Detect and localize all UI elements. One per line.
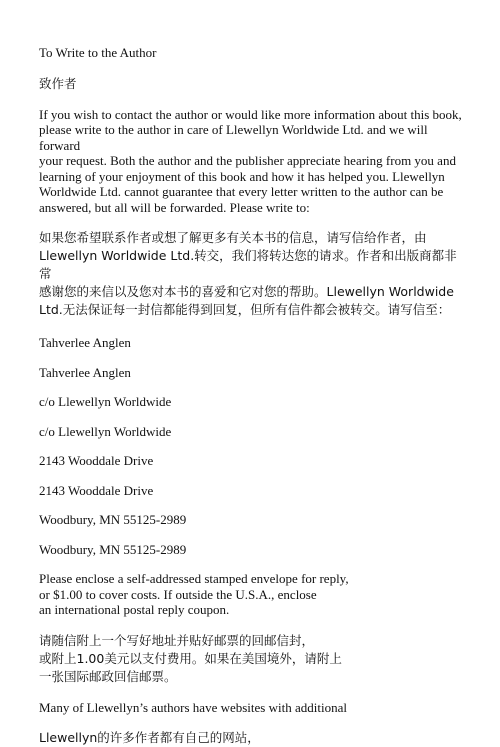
address-city-zh: Woodbury, MN 55125-2989 [39,541,187,557]
document-page [39,45,464,747]
address-name-zh: Tahverlee Anglen [39,364,131,380]
address-care-of-en: c/o Llewellyn Worldwide [39,394,172,409]
address-street-en: 2143 Wooddale Drive [39,453,154,468]
address-name-en: Tahverlee Anglen [39,335,131,350]
intro-paragraph-zh: 如果您希望联系作者或想了解更多有关本书的信息，请写信给作者，由 Llewellyn Worldwide Ltd.转交，我们将转达您的请求。作者和出版商都非常 感谢您的来信以及您对本书的喜爱和它对您的帮助。Llewellyn Worldwide Ltd.无法保证每一封信都能得到回复，但所有信件都会被转交。请写信至： [39,230,457,317]
enclose-paragraph-en: Please enclose a self-addressed stamped envelope for reply, or $1.00 to cover costs. If outside the U.S.A., enclose an international postal reply coupon. [39,571,349,617]
websites-paragraph-en: Many of Llewellyn’s authors have websites with additional [39,699,347,715]
address-city-en: Woodbury, MN 55125-2989 [39,512,187,527]
intro-paragraph-en: If you wish to contact the author or would like more information about this book, please write to the author in care of Llewellyn Worldwide Ltd. and we will forward your request. Both the author and the publisher appreciate hearing from you and learning of your enjoyment of this book and how it has helped you. Llewellyn Worldwide Ltd. cannot guarantee that every letter written to the author can be answered, but all will be forwarded. Please write to: [39,106,462,215]
enclose-paragraph-zh: 请随信附上一个写好地址并贴好邮票的回邮信封， 或附上1.00美元以支付费用。如果在美国境外，请附上 一张国际邮政回信邮票。 [39,632,342,684]
title-en: To Write to the Author [39,45,157,60]
address-care-of-zh: c/o Llewellyn Worldwide [39,423,172,439]
websites-paragraph-zh: Llewellyn的许多作者都有自己的网站， [39,730,260,745]
address-street-zh: 2143 Wooddale Drive [39,482,154,498]
title-zh: 致作者 [39,75,77,91]
